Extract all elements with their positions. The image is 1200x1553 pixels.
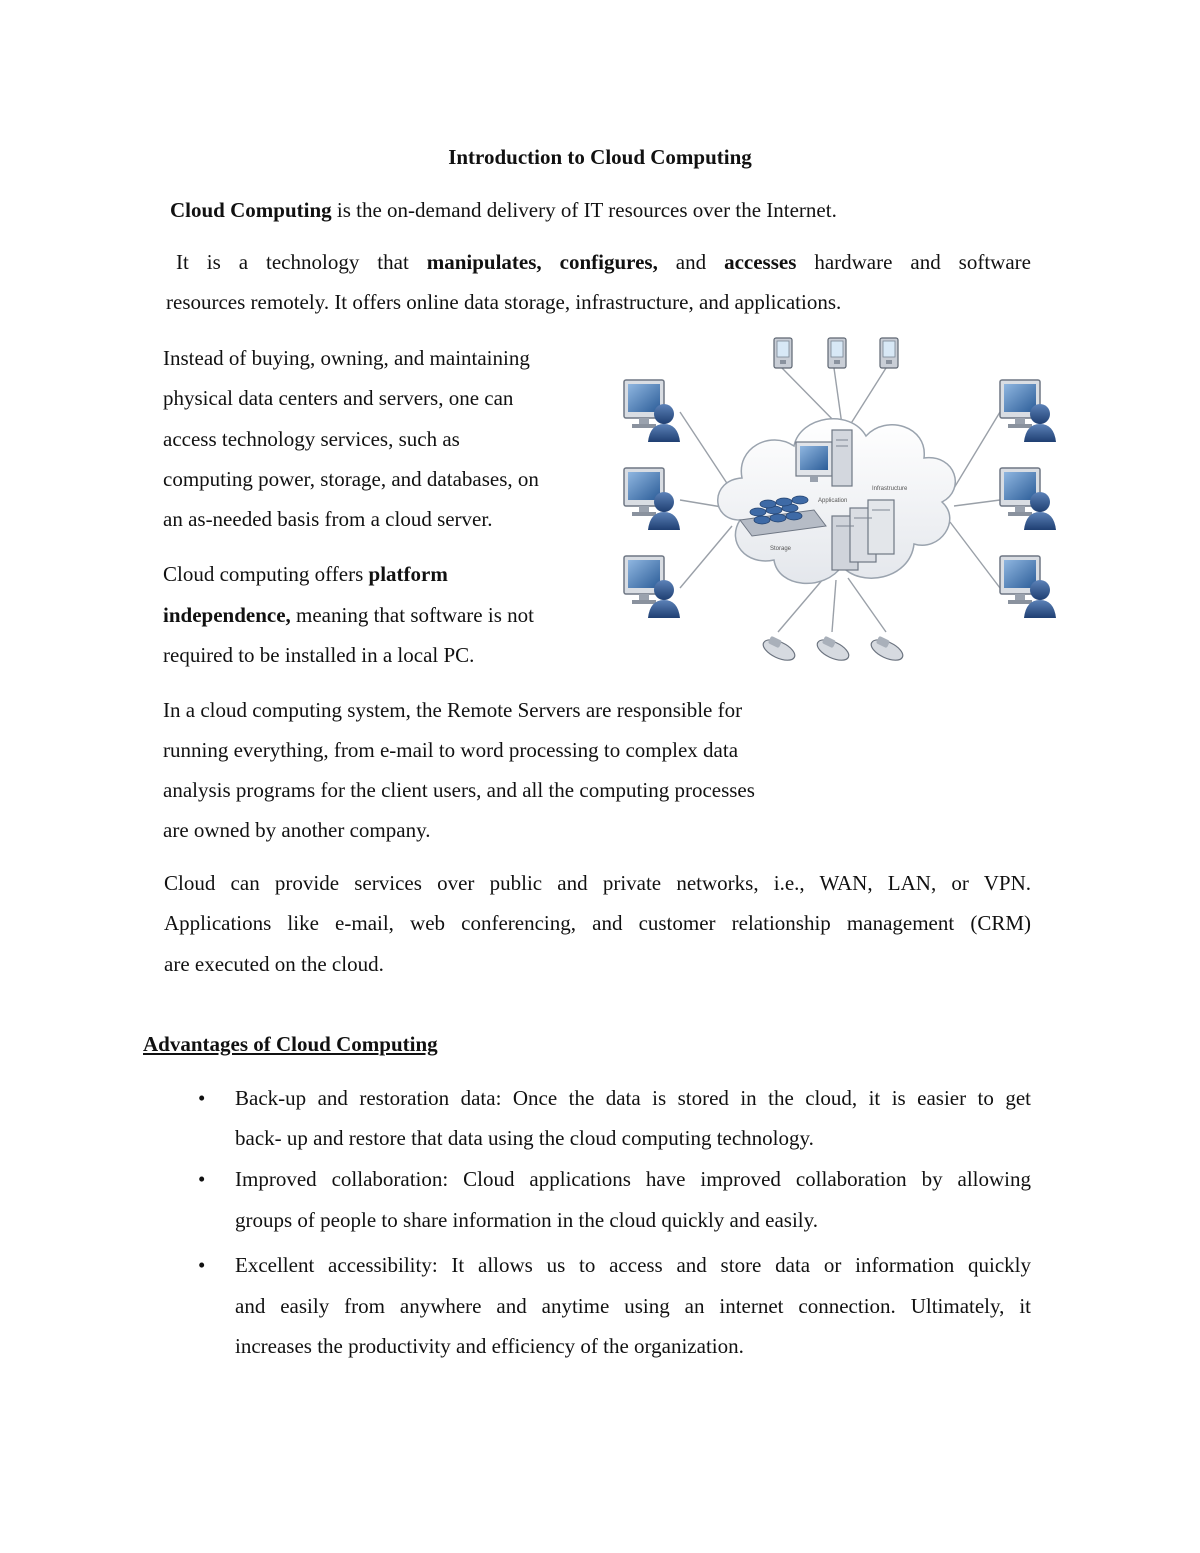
advantages-heading: Advantages of Cloud Computing — [143, 1032, 438, 1056]
client-user-computer-icon — [1000, 556, 1056, 618]
p6-line-1: Cloud can provide services over public and private networks, i.e., WAN, LAN, or VPN. — [164, 871, 1031, 895]
advantage-2-line-2: groups of people to share information in the cloud quickly and easily. — [235, 1208, 818, 1232]
p5-line-1: In a cloud computing system, the Remote Servers are responsible for — [163, 698, 743, 722]
cloud-computing-diagram — [610, 330, 1070, 670]
bullet-marker: • — [198, 1086, 206, 1110]
advantage-3-line-1: Excellent accessibility: It allows us to access and store data or information quickly — [235, 1253, 1031, 1277]
mobile-phone-icon — [814, 636, 852, 665]
p3-line-3: access technology services, such as — [163, 427, 460, 451]
p2-text-d: hardware and software — [796, 250, 1031, 274]
p6-line-3: are executed on the cloud. — [164, 952, 384, 976]
p4-bold-independence: independence, — [163, 603, 291, 627]
p5-line-2: running everything, from e-mail to word processing to complex data — [163, 738, 739, 762]
p2-bold-manipulates: manipulates, configures, — [426, 250, 658, 274]
intro-definition: is the on-demand delivery of IT resources over the Internet. — [331, 198, 837, 222]
client-user-computer-icon — [624, 468, 680, 530]
page-title: Introduction to Cloud Computing — [448, 145, 752, 169]
p4-text-c: meaning that software is not — [290, 603, 534, 627]
advantage-1-line-2: back- up and restore that data using the cloud computing technology. — [235, 1126, 814, 1150]
p3-line-4: computing power, storage, and databases, on — [163, 467, 539, 491]
client-user-computer-icon — [624, 380, 680, 442]
intro-term: Cloud Computing — [170, 198, 332, 222]
application-label: Application — [818, 498, 848, 504]
pda-device-icon — [828, 338, 846, 368]
client-user-computer-icon — [1000, 468, 1056, 530]
p3-line-5: an as-needed basis from a cloud server. — [163, 507, 493, 531]
advantage-3-line-2: and easily from anywhere and anytime using an internet connection. Ultimately, it — [235, 1294, 1031, 1318]
p4-bold-platform: platform — [368, 562, 448, 586]
technology-paragraph-line-1 — [176, 250, 1031, 274]
p5-line-4: are owned by another company. — [163, 818, 431, 842]
p4-line-1 — [163, 562, 448, 586]
p4-text-a: Cloud computing offers — [163, 562, 369, 586]
p3-line-1: Instead of buying, owning, and maintaining — [163, 346, 530, 370]
p6-line-2: Applications like e-mail, web conferencing, and customer relationship management (CRM) — [164, 911, 1031, 935]
bullet-marker: • — [198, 1253, 206, 1277]
bullet-marker: • — [198, 1167, 206, 1191]
advantage-2-line-1: Improved collaboration: Cloud applications have improved collaboration by allowing — [235, 1167, 1031, 1191]
client-user-computer-icon — [624, 556, 680, 618]
p2-text-c: and — [657, 250, 725, 274]
mobile-phone-icon — [760, 636, 798, 665]
p3-line-2: physical data centers and servers, one can — [163, 386, 514, 410]
storage-label: Storage — [770, 546, 792, 552]
advantage-1-line-1: Back-up and restoration data: Once the data is stored in the cloud, it is easier to get — [235, 1086, 1031, 1110]
technology-paragraph-line-2: resources remotely. It offers online data storage, infrastructure, and applications. — [166, 290, 842, 314]
p2-bold-accesses: accesses — [724, 250, 797, 274]
pda-device-icon — [880, 338, 898, 368]
pda-device-icon — [774, 338, 792, 368]
p4-line-2 — [163, 603, 534, 627]
mobile-phone-icon — [868, 636, 906, 665]
p4-line-3: required to be installed in a local PC. — [163, 643, 475, 667]
client-user-computer-icon — [1000, 380, 1056, 442]
infrastructure-label: Infrastructure — [872, 486, 908, 492]
p5-line-3: analysis programs for the client users, and all the computing processes — [163, 778, 755, 802]
advantage-3-line-3: increases the productivity and efficiency of the organization. — [235, 1334, 744, 1358]
p2-text-a: It is a technology that — [176, 250, 427, 274]
intro-paragraph — [170, 198, 837, 222]
